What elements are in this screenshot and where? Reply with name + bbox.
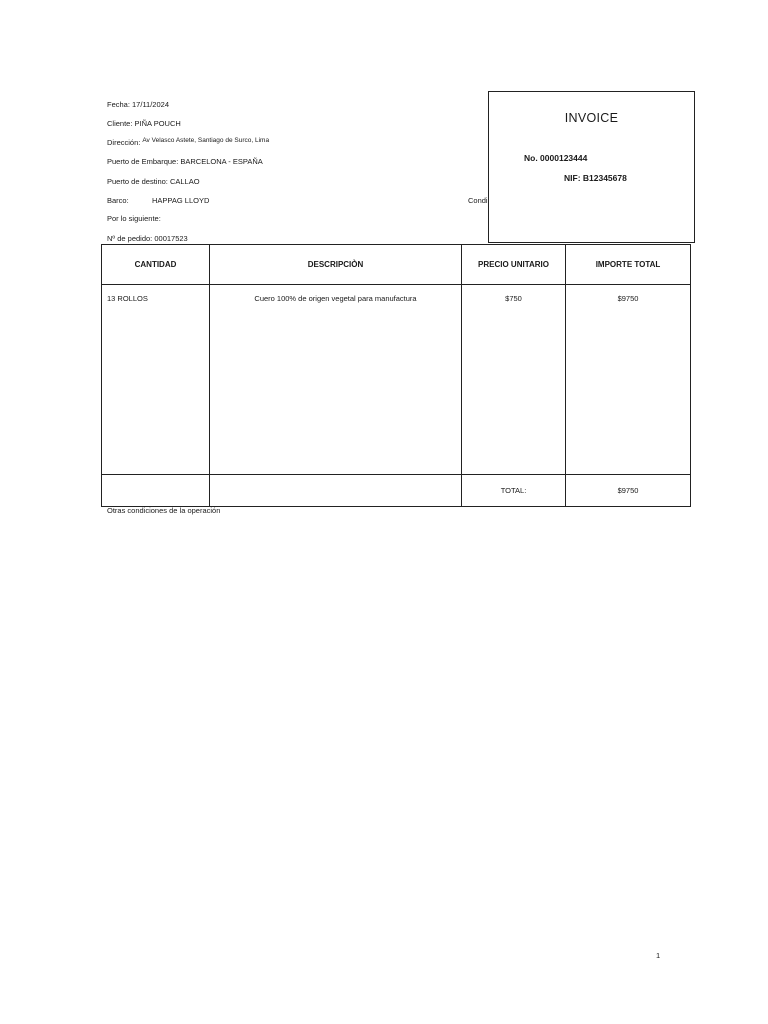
invoice-nif: NIF: B12345678 xyxy=(564,173,627,183)
cliente-line: Cliente: PIÑA POUCH xyxy=(107,119,181,128)
cell-importe-total: $9750 xyxy=(566,285,691,475)
invoice-number: No. 0000123444 xyxy=(524,153,588,163)
invoice-title: INVOICE xyxy=(564,111,619,125)
condiciones-fragment: Condi xyxy=(468,196,488,205)
items-table xyxy=(101,244,691,507)
otras-condiciones-note: Otras condiciones de la operación xyxy=(107,506,221,515)
cell-precio-unitario: $750 xyxy=(462,285,566,475)
total-label: TOTAL: xyxy=(462,475,566,507)
table-header-row xyxy=(102,245,691,285)
barco-line xyxy=(107,196,227,206)
column-header-precio-unitario: PRECIO UNITARIO xyxy=(462,245,566,285)
column-header-descripcion: DESCRIPCIÒN xyxy=(210,245,462,285)
total-row xyxy=(102,475,691,507)
fecha-line: Fecha: 17/11/2024 xyxy=(107,100,169,109)
direccion-line xyxy=(107,138,269,149)
table-row xyxy=(102,285,691,475)
pedido-line: Nº de pedido: 00017523 xyxy=(107,234,188,243)
total-value: $9750 xyxy=(566,475,691,507)
barco-label: Barco: xyxy=(107,196,129,205)
total-empty-cell-1 xyxy=(102,475,210,507)
direccion-label: Dirección: xyxy=(107,138,141,147)
puerto-destino-line: Puerto de destino: CALLAO xyxy=(107,177,200,186)
barco-value: HAPPAG LLOYD xyxy=(152,196,210,205)
cell-descripcion: Cuero 100% de origen vegetal para manufactura xyxy=(210,285,462,475)
column-header-cantidad: CANTIDAD xyxy=(102,245,210,285)
total-empty-cell-2 xyxy=(210,475,462,507)
column-header-importe-total: IMPORTE TOTAL xyxy=(566,245,691,285)
invoice-box xyxy=(488,91,695,243)
cell-cantidad: 13 ROLLOS xyxy=(102,285,210,475)
direccion-value: Av Velasco Astete, Santiago de Surco, Lima xyxy=(142,137,270,144)
page-number: 1 xyxy=(656,951,661,960)
puerto-embarque-line: Puerto de Embarque: BARCELONA - ESPAÑA xyxy=(107,157,263,166)
por-lo-siguiente-line: Por lo siguiente: xyxy=(107,214,161,223)
